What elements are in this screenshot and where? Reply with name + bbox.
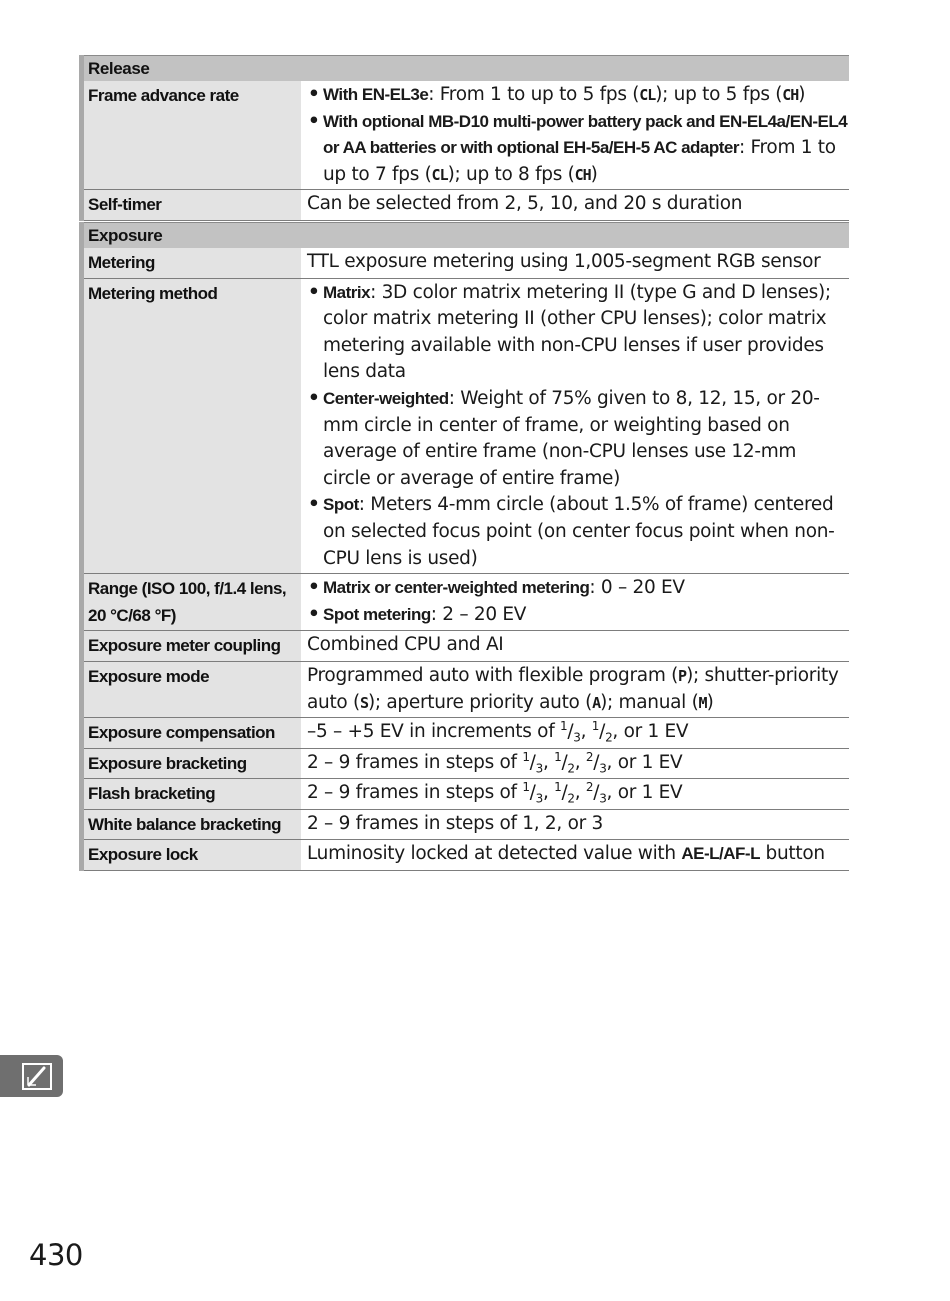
list-item: • Spot metering: 2 – 20 EV — [307, 602, 849, 629]
row-label-metering: Metering — [84, 248, 301, 278]
table-row — [84, 631, 849, 662]
section-heading-exposure: Exposure — [84, 222, 849, 248]
pencil-icon — [24, 1065, 50, 1088]
row-label-exposure-lock: Exposure lock — [84, 840, 301, 871]
row-label-compensation: Exposure compensation — [84, 718, 301, 749]
row-value-compensation: –5 – +5 EV in increments of $^1/_3$, $^1/_2$, or 1 EV — [301, 718, 849, 749]
row-label-exposure-mode: Exposure mode — [84, 661, 301, 717]
row-value-self-timer: Can be selected from 2, 5, 10, and 20 s duration — [301, 190, 849, 221]
notes-pencil-icon — [22, 1063, 52, 1090]
row-value-exposure-lock: Luminosity locked at detected value with AE-L/AF-L button — [301, 840, 849, 871]
release-mode-ch-icon: CH — [782, 86, 799, 104]
table-row — [84, 809, 849, 840]
row-label-metering-method: Metering method — [84, 278, 301, 574]
exposure-section — [79, 222, 849, 871]
row-value-metering: TTL exposure metering using 1,005-segment RGB sensor — [301, 248, 849, 278]
table-row — [84, 840, 849, 871]
table-row — [84, 748, 849, 779]
table-row — [84, 779, 849, 810]
list-item: • Matrix: 3D color matrix metering II (type G and D lenses); color matrix metering II (other CPU lenses); color matrix metering available with non-CPU lenses if user provides lens data — [307, 280, 849, 386]
row-label-coupling: Exposure meter coupling — [84, 631, 301, 662]
list-item: • Center-weighted: Weight of 75% given to 8, 12, 15, or 20-mm circle in center of frame, or weighting based on average of entire frame (non-CPU lenses use 12-mm circle or average of entire frame) — [307, 386, 849, 492]
row-value-flash-bracketing: 2 – 9 frames in steps of $^1/_3$, $^1/_2$, $^2/_3$, or 1 EV — [301, 779, 849, 810]
row-value-exposure-mode: Programmed auto with flexible program (P); shutter-priority auto (S); aperture priority auto (A); manual (M) — [301, 661, 849, 717]
table-row — [84, 661, 849, 717]
table-row — [84, 248, 849, 278]
row-value-metering-method — [301, 278, 849, 574]
row-label-range: Range (ISO 100, f/1.4 lens, 20 °C/68 °F) — [84, 574, 301, 631]
table-row — [84, 278, 849, 574]
row-value-wb-bracketing: 2 – 9 frames in steps of 1, 2, or 3 — [301, 809, 849, 840]
row-label-exposure-bracketing: Exposure bracketing — [84, 748, 301, 779]
release-mode-ch-icon: CH — [574, 165, 591, 184]
table-row — [84, 574, 849, 631]
row-value-range — [301, 574, 849, 631]
row-label-frame-advance: Frame advance rate — [84, 81, 301, 190]
chapter-tab-marker — [0, 1055, 63, 1097]
release-mode-cl-icon: CL — [431, 165, 448, 184]
section-heading-release: Release — [84, 55, 849, 81]
mode-m-icon: M — [698, 693, 707, 712]
exposure-table — [84, 248, 849, 871]
row-label-self-timer: Self-timer — [84, 190, 301, 221]
page-number: 430 — [29, 1238, 83, 1272]
list-item: • With optional MB-D10 multi-power battery pack and EN-EL4a/EN-EL4 or AA batteries or with optional EH-5a/EH-5 AC adapter: From 1 to up to 7 fps (CL); up to 8 fps (CH) — [307, 109, 849, 189]
row-value-exposure-bracketing: 2 – 9 frames in steps of $^1/_3$, $^1/_2$, $^2/_3$, or 1 EV — [301, 748, 849, 779]
row-label-wb-bracketing: White balance bracketing — [84, 809, 301, 840]
release-table — [84, 81, 849, 221]
mode-a-icon: A — [592, 693, 601, 712]
row-value-frame-advance — [301, 81, 849, 190]
list-item: • With EN-EL3e: From 1 to up to 5 fps (CL); up to 5 fps (CH) — [307, 82, 849, 109]
list-item: • Spot: Meters 4-mm circle (about 1.5% of frame) centered on selected focus point (on center focus point when non-CPU lens is used) — [307, 492, 849, 572]
row-value-coupling: Combined CPU and AI — [301, 631, 849, 662]
release-section — [79, 55, 849, 221]
list-item: • Matrix or center-weighted metering: 0 – 20 EV — [307, 575, 849, 602]
table-row — [84, 81, 849, 190]
table-row — [84, 718, 849, 749]
mode-p-icon: P — [678, 666, 687, 685]
table-row — [84, 190, 849, 221]
release-mode-cl-icon: CL — [639, 86, 656, 104]
mode-s-icon: S — [359, 693, 368, 712]
row-label-flash-bracketing: Flash bracketing — [84, 779, 301, 810]
